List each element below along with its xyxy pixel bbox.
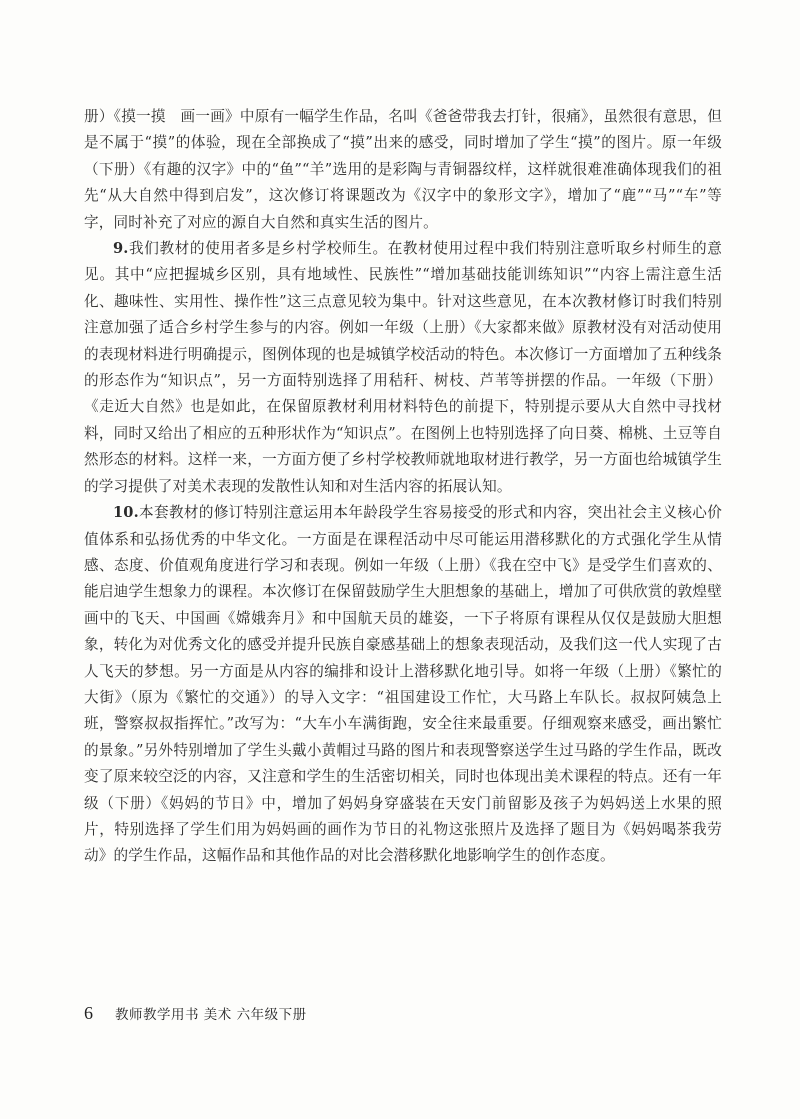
page-footer xyxy=(84,1003,307,1024)
page-number: 6 xyxy=(84,1003,93,1023)
paragraph-number: 10. xyxy=(113,504,139,522)
body-text xyxy=(84,104,722,870)
paragraph-item-9 xyxy=(84,236,722,500)
paragraph-number: 9. xyxy=(113,240,129,258)
running-title: 教师教学用书 美术 六年级下册 xyxy=(115,1007,307,1023)
paragraph-continuation xyxy=(84,104,722,236)
paragraph-text: 我们教材的使用者多是乡村学校师生。在教材使用过程中我们特别注意听取乡村师生的意见。其中“应把握城乡区别，具有地域性、民族性”“增加基础技能训练知识”“内容上需注意生活化、趣味性、实用性、操作性”这三点意见较为集中。针对这些意见，在本次教材修订时我们特别注意加强了适合乡村学生参与的内容。例如一年级（上册）《大家都来做》原教材没有对活动使用的表现材料进行明确提示，图例体现的也是城镇学校活动的特色。本次修订一方面增加了五种线条的形态作为“知识点”，另一方面特别选择了用秸秆、树枝、芦苇等拼摆的作品。一年级（下册）《走近大自然》也是如此，在保留原教材利用材料特色的前提下，特别提示要从大自然中寻找材料，同时又给出了相应的五种形状作为“知识点”。在图例上也特别选择了向日葵、棉桃、土豆等自然形态的材料。这样一来，一方面方便了乡村学校教师就地取材进行教学，另一方面也给城镇学生的学习提供了对美术表现的发散性认知和对生活内容的拓展认知。 xyxy=(84,240,722,495)
paragraph-text: 本套教材的修订特别注意运用本年龄段学生容易接受的形式和内容，突出社会主义核心价值体系和弘扬优秀的中华文化。一方面是在课程活动中尽可能运用潜移默化的方式强化学生从情感、态度、价值观角度进行学习和表现。例如一年级（上册）《我在空中飞》是受学生们喜欢的、能启迪学生想象力的课程。本次修订在保留鼓励学生大胆想象的基础上，增加了可供欣赏的敦煌壁画中的飞天、中国画《嫦娥奔月》和中国航天员的雄姿，一下子将原有课程从仅仅是鼓励大胆想象，转化为对优秀文化的感受并提升民族自豪感基础上的想象表现活动，及我们这一代人实现了古人飞天的梦想。另一方面是从内容的编排和设计上潜移默化地引导。如将一年级（上册）《繁忙的大街》（原为《繁忙的交通》）的导入文字：“祖国建设工作忙，大马路上车队长。叔叔阿姨急上班，警察叔叔指挥忙。”改写为：“大车小车满街跑，安全往来最重要。仔细观察来感受，画出繁忙的景象。”另外特别增加了学生头戴小黄帽过马路的图片和表现警察送学生过马路的学生作品，既改变了原来较空泛的内容，又注意和学生的生活密切相关，同时也体现出美术课程的特点。还有一年级（下册）《妈妈的节日》中，增加了妈妈身穿盛装在天安门前留影及孩子为妈妈送上水果的照片，特别选择了学生们用为妈妈画的画作为节日的礼物这张照片及选择了题目为《妈妈喝茶我劳动》的学生作品，这幅作品和其他作品的对比会潜移默化地影响学生的创作态度。 xyxy=(84,504,722,865)
paragraph-item-10 xyxy=(84,500,722,870)
paragraph-text: 册）《摸一摸 画一画》中原有一幅学生作品，名叫《爸爸带我去打针，很痛》，虽然很有意思，但是不属于“摸”的体验，现在全部换成了“摸”出来的感受，同时增加了学生“摸”的图片。原一年级（下册）《有趣的汉字》中的“鱼”“羊”选用的是彩陶与青铜器纹样，这样就很难准确体现我们的祖先“从大自然中得到启发”，这次修订将课题改为《汉字中的象形文字》，增加了“鹿”“马”“车”等字，同时补充了对应的源自大自然和真实生活的图片。 xyxy=(84,108,722,231)
